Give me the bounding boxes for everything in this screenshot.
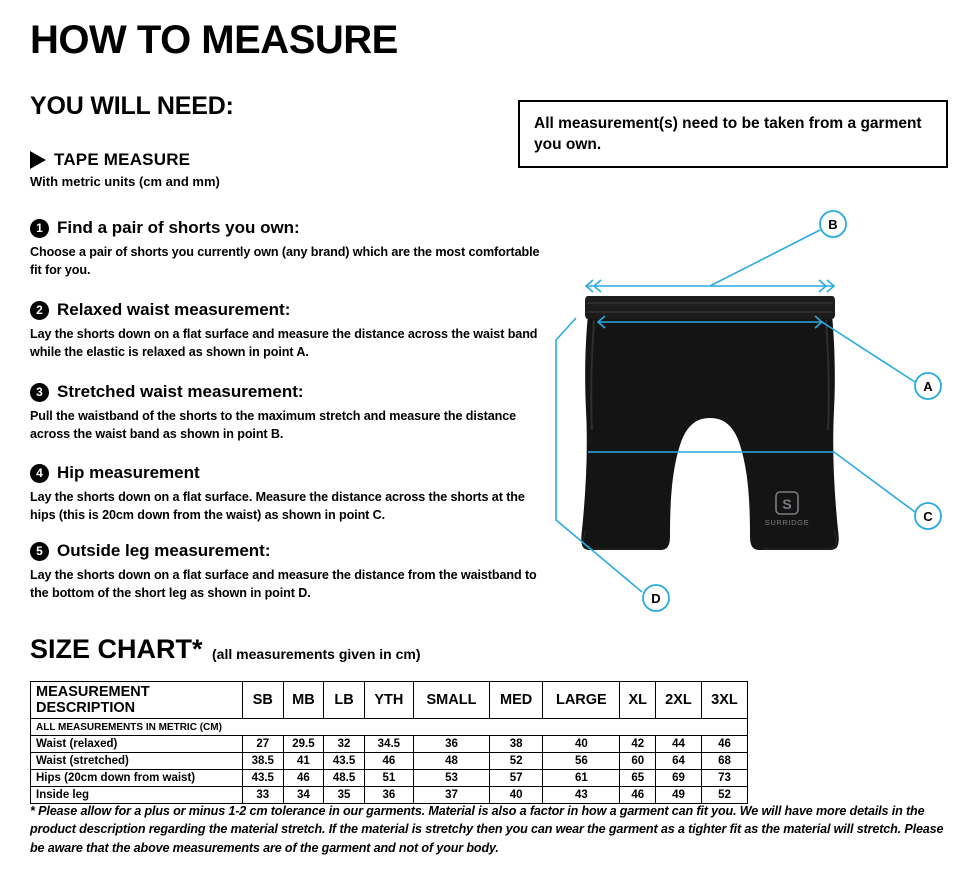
cell: 57 (490, 770, 543, 787)
cell: 61 (543, 770, 620, 787)
cell: 38 (490, 736, 543, 753)
callout-c-label: C (923, 509, 933, 524)
col-3xl: 3XL (701, 682, 747, 719)
shorts-measurement-diagram (520, 200, 960, 620)
triangle-bullet-icon (30, 151, 46, 169)
col-measurement-description: MEASUREMENT DESCRIPTION (31, 682, 243, 719)
cell: 43 (543, 787, 620, 804)
size-chart-subtitle: (all measurements given in cm) (212, 646, 421, 662)
cell: 49 (655, 787, 701, 804)
step-4-body: Lay the shorts down on a flat surface. Measure the distance across the shorts at the hips (this is 20cm down from the waist) as shown in point C. (30, 490, 525, 523)
table-row (31, 736, 748, 753)
col-sb: SB (243, 682, 284, 719)
cell: 32 (324, 736, 365, 753)
step-1-body: Choose a pair of shorts you currently own (any brand) which are the most comfortable fit for you. (30, 245, 540, 278)
cell: 40 (490, 787, 543, 804)
cell: 68 (701, 753, 747, 770)
row-label: Waist (relaxed) (31, 736, 243, 753)
size-chart-table (30, 681, 748, 804)
cell: 34.5 (364, 736, 413, 753)
svg-text:SURRIDGE: SURRIDGE (764, 518, 810, 527)
cell: 36 (413, 736, 489, 753)
metric-note-cell: ALL MEASUREMENTS IN METRIC (CM) (31, 719, 748, 736)
col-2xl: 2XL (655, 682, 701, 719)
step-2-number: 2 (30, 301, 49, 320)
cell: 41 (283, 753, 324, 770)
step-1-title: Find a pair of shorts you own: (57, 218, 300, 237)
cell: 46 (620, 787, 656, 804)
page-title: HOW TO MEASURE (30, 18, 398, 62)
callout-b-label: B (828, 217, 838, 232)
cell: 65 (620, 770, 656, 787)
cell: 46 (283, 770, 324, 787)
cell: 40 (543, 736, 620, 753)
table-row (31, 770, 748, 787)
cell: 29.5 (283, 736, 324, 753)
cell: 46 (364, 753, 413, 770)
step-5-number: 5 (30, 542, 49, 561)
cell: 53 (413, 770, 489, 787)
table-row (31, 753, 748, 770)
shorts-illustration (581, 296, 838, 550)
cell: 38.5 (243, 753, 284, 770)
table-header-row (31, 682, 748, 719)
cell: 37 (413, 787, 489, 804)
section-heading-you-will-need: YOU WILL NEED: (30, 92, 234, 120)
cell: 56 (543, 753, 620, 770)
callout-a-label: A (923, 379, 933, 394)
measurement-note-text: All measurement(s) need to be taken from a garment you own. (534, 115, 922, 153)
row-label: Inside leg (31, 787, 243, 804)
table-row-metric-note (31, 719, 748, 736)
table-row (31, 787, 748, 804)
cell: 64 (655, 753, 701, 770)
col-xl: XL (620, 682, 656, 719)
col-small: SMALL (413, 682, 489, 719)
cell: 33 (243, 787, 284, 804)
step-4-number: 4 (30, 464, 49, 483)
footnote-text: * Please allow for a plus or minus 1-2 cm tolerance in our garments. Material is also a factor in how a garment can fit you. We will have more details in the product description regarding the material stretch. If the material is stretchy then you can wear the garment as a tighter fit as the material will stretch. Please be aware that the above measurements are of the garment and not of your body. (30, 804, 944, 855)
step-5-title: Outside leg measurement: (57, 541, 271, 560)
step-5 (30, 541, 550, 603)
step-4 (30, 463, 550, 525)
cell: 44 (655, 736, 701, 753)
step-2 (30, 300, 550, 362)
cell: 42 (620, 736, 656, 753)
row-label: Waist (stretched) (31, 753, 243, 770)
svg-text:S: S (782, 496, 792, 512)
cell: 43.5 (324, 753, 365, 770)
step-3-number: 3 (30, 383, 49, 402)
cell: 51 (364, 770, 413, 787)
cell: 73 (701, 770, 747, 787)
tape-measure-sublabel: With metric units (cm and mm) (30, 174, 220, 189)
col-mb: MB (283, 682, 324, 719)
tape-measure-label: TAPE MEASURE (54, 150, 191, 169)
step-2-body: Lay the shorts down on a flat surface and measure the distance across the waist band while the elastic is relaxed as shown in point A. (30, 327, 538, 360)
col-large: LARGE (543, 682, 620, 719)
step-3-title: Stretched waist measurement: (57, 382, 304, 401)
cell: 60 (620, 753, 656, 770)
cell: 48 (413, 753, 489, 770)
cell: 27 (243, 736, 284, 753)
step-1 (30, 218, 550, 280)
step-4-title: Hip measurement (57, 463, 200, 482)
callout-b-line (586, 230, 834, 292)
tape-measure-item (30, 150, 190, 170)
step-3 (30, 382, 550, 444)
col-yth: YTH (364, 682, 413, 719)
cell: 48.5 (324, 770, 365, 787)
cell: 35 (324, 787, 365, 804)
row-label: Hips (20cm down from waist) (31, 770, 243, 787)
step-1-number: 1 (30, 219, 49, 238)
cell: 52 (701, 787, 747, 804)
step-3-body: Pull the waistband of the shorts to the maximum stretch and measure the distance across the waist band as shown in point B. (30, 409, 517, 442)
cell: 52 (490, 753, 543, 770)
cell: 69 (655, 770, 701, 787)
callout-d-label: D (651, 591, 661, 606)
col-med: MED (490, 682, 543, 719)
cell: 34 (283, 787, 324, 804)
cell: 43.5 (243, 770, 284, 787)
col-lb: LB (324, 682, 365, 719)
cell: 46 (701, 736, 747, 753)
size-chart-title: SIZE CHART* (30, 634, 203, 664)
step-2-title: Relaxed waist measurement: (57, 300, 291, 319)
cell: 36 (364, 787, 413, 804)
step-5-body: Lay the shorts down on a flat surface and measure the distance from the waistband to the bottom of the short leg as shown in point D. (30, 568, 537, 601)
measurement-note-box (518, 100, 948, 168)
